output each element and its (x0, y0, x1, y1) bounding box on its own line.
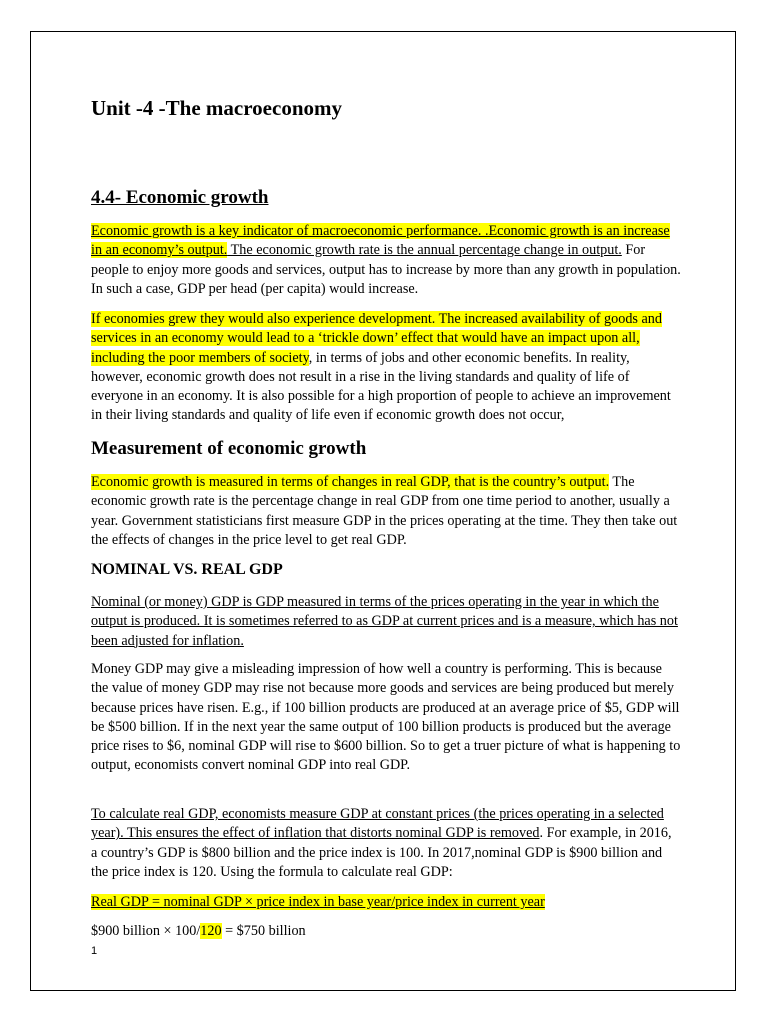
paragraph-text: . For example, in 2016, a country’s GDP is $800 billion and the price index is 100. In 2017,nominal GDP is $900 billion and the price index is 120. Using the formula to calculate real GDP: (91, 825, 672, 880)
paragraph-text: Money GDP may give a misleading impression of how well a country is performing. This is because the value of money GDP may rise not because more goods and services are being produced but merely because prices have risen. E.g., if 100 billion products are produced at an average price of $5, GDP will be $500 billion. If in the next year the same output of 100 billion products is produced but the average price rises to $6, nominal GDP will rise to $600 billion. So to get a truer picture of what is happening to output, economists convert nominal GDP into real GDP. (91, 661, 681, 774)
calc-highlight: 120 (200, 923, 222, 939)
highlighted-measurement: Economic growth is measured in terms of changes in real GDP, that is the country’s output. (91, 474, 610, 490)
paragraph-text: , in terms of jobs and other economic benefits. In reality, however, economic growth does not result in a rise in the living standards and quality of life of everyone in an economy. It is also possible for a high proportion of people to achieve an improvement in their living standards and quality of life even if economic growth does not occur, (91, 349, 671, 424)
calc-part1: $900 billion × 100/ (91, 923, 201, 939)
section-title: 4.4- Economic growth (91, 187, 269, 208)
measurement-heading: Measurement of economic growth (91, 438, 367, 459)
paragraph-development (91, 310, 681, 426)
highlighted-trickle-down: If economies grew they would also experience development. The increased availability of goods and services in an economy would lead to a ‘trickle down’ effect that would have an impact upon all, including the poor members of society (91, 311, 662, 366)
paragraph-real-gdp (91, 805, 681, 882)
calc-part2: = $750 billion (221, 923, 306, 939)
underlined-constant-prices: To calculate real GDP, economists measure GDP at constant prices (the prices operating in a selected year). This ensures the effect of inflation that distorts nominal GDP is removed (91, 806, 664, 842)
nominal-real-heading: NOMINAL VS. REAL GDP (91, 561, 283, 578)
document-page (30, 31, 736, 991)
paragraph-money-gdp (91, 660, 681, 776)
paragraph-economic-growth-intro (91, 222, 681, 299)
paragraph-measurement (91, 473, 681, 550)
underlined-growth-rate: The economic growth rate is the annual percentage change in output. (227, 242, 622, 259)
calculation-line (91, 922, 681, 941)
page-number: 1 (91, 945, 98, 957)
paragraph-text: The economic growth rate is the percentage change in real GDP from one time period to another, usually a year. Government statisticians first measure GDP in the prices operating at the time. They then take out the effects of changes in the price level to get real GDP. (91, 474, 678, 548)
formula-line (91, 893, 681, 912)
unit-title: Unit -4 -The macroeconomy (91, 96, 342, 120)
paragraph-nominal-definition: Nominal (or money) GDP is GDP measured in terms of the prices operating in the year in which the output is produced. It is sometimes referred to as GDP at current prices and is a measure, which has not been adjusted for inflation. (91, 594, 678, 649)
real-gdp-formula: Real GDP = nominal GDP × price index in base year/price index in current year (91, 894, 545, 910)
paragraph-text: For people to enjoy more goods and services, output has to increase by more than any growth in population. In such a case, GDP per head (per capita) would increase. (91, 242, 681, 297)
highlighted-definition: Economic growth is a key indicator of macroeconomic performance. .Economic growth is an increase in an economy’s output. (91, 223, 670, 259)
